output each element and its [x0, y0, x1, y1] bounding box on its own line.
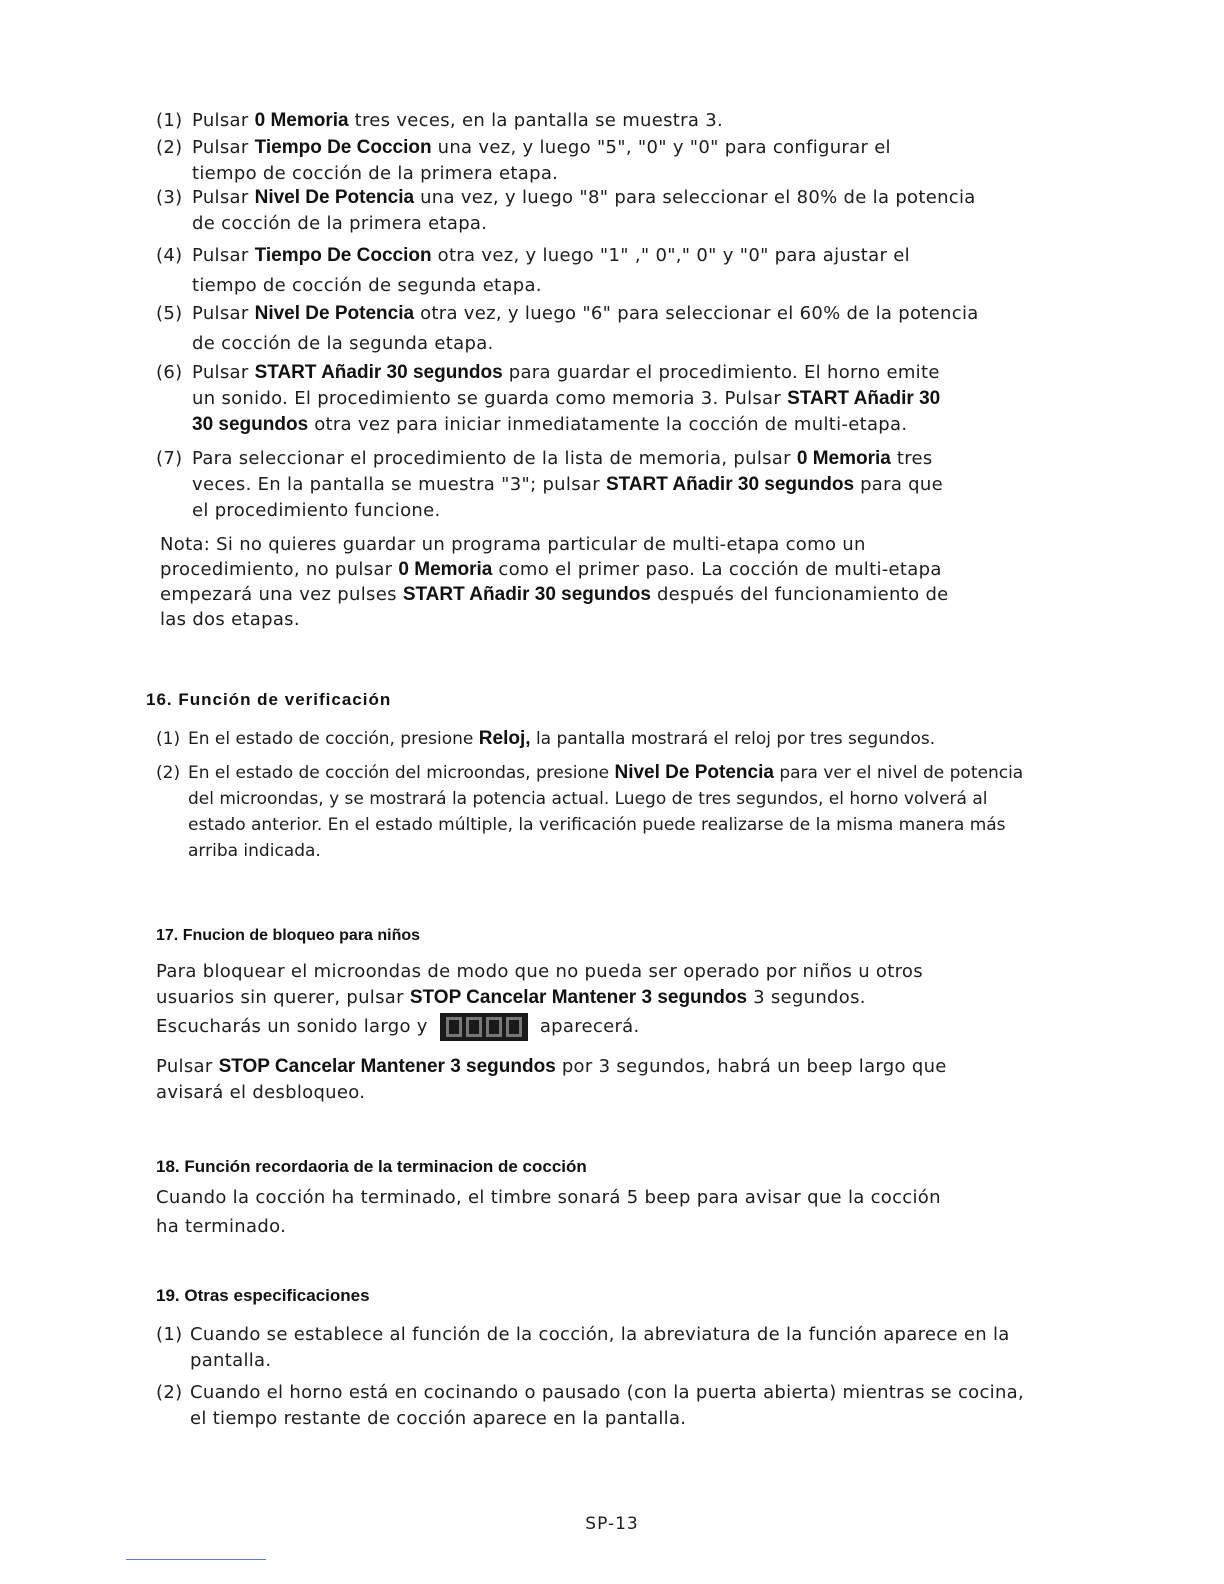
step-6: (6) Pulsar START Añadir 30 segundos para guardar el procedimiento. El horno emite un sonido. El procedimiento se guarda como memoria 3. Pulsar START Añadir 30 30 segundos otra vez para iniciar inmediatamente la cocción de multi-etapa. [156, 362, 941, 435]
reloj-key: Reloj, [478, 728, 531, 749]
start-key: START Añadir 30 segundos [254, 362, 503, 383]
nota: Nota: Si no quieres guardar un programa particular de multi-etapa como un procedimiento, no pulsar 0 Memoria como el primer paso. La cocción de multi-etapa empezará una vez pulses START Añadir 30 segundos después del funcionamiento de las dos etapas. [160, 534, 949, 630]
s18-paragraph: Cuando la cocción ha terminado, el timbre sonará 5 beep para avisar que la cocción ha terminado. [156, 1187, 941, 1237]
step-4: (4) Pulsar Tiempo De Coccion otra vez, y luego "1" ," 0"," 0" y "0" para ajustar el tiempo de cocción de segunda etapa. [156, 245, 910, 296]
s17-paragraph-2: Pulsar STOP Cancelar Mantener 3 segundos por 3 segundos, habrá un beep largo que avisará el desbloqueo. [156, 1056, 947, 1103]
step-7: (7) Para seleccionar el procedimiento de la lista de memoria, pulsar 0 Memoria tres veces. En la pantalla se muestra "3"; pulsar START Añadir 30 segundos para que el procedimiento funcione. [156, 448, 943, 521]
nivel-key: Nivel De Potencia [254, 187, 415, 208]
s16-item-1: (1) En el estado de cocción, presione Reloj, la pantalla mostrará el reloj por tres segundos. [156, 728, 936, 749]
s19-item-2: (2) Cuando el horno está en cocinando o pausado (con la puerta abierta) mientras se cocina, el tiempo restante de cocción aparece en la pantalla. [156, 1382, 1025, 1429]
stop-key: STOP Cancelar Mantener 3 segundos [409, 987, 748, 1008]
footer-rule [126, 1559, 266, 1560]
tiempo-key: Tiempo De Coccion [254, 137, 432, 158]
memoria-key: 0 Memoria [254, 110, 349, 131]
s19-item-1: (1) Cuando se establece al función de la cocción, la abreviatura de la función aparece en la pantalla. [156, 1324, 1010, 1371]
step-1: (1) Pulsar 0 Memoria tres veces, en la pantalla se muestra 3. [156, 108, 1056, 134]
s16-item-2: (2) En el estado de cocción del microondas, presione Nivel De Potencia para ver el nivel de potencia del microondas, y se mostrará la potencia actual. Luego de tres segundos, el horno volverá al estado anterior. En el estado múltiple, la verificación puede realizarse de la misma manera más arriba indicada. [156, 762, 1024, 861]
step-number: (1) [156, 110, 183, 131]
step-3: (3) Pulsar Nivel De Potencia una vez, y luego "8" para seleccionar el 80% de la potencia de cocción de la primera etapa. [156, 187, 976, 234]
section-17-title: 17. Fnucion de bloqueo para niños [156, 927, 421, 944]
section-18-title: 18. Función recordaoria de la terminacion de cocción [156, 1157, 587, 1176]
step-2: (2) Pulsar Tiempo De Coccion una vez, y luego "5", "0" y "0" para configurar el tiempo de cocción de la primera etapa. [156, 137, 891, 184]
s17-paragraph-1: Para bloquear el microondas de modo que no pueda ser operado por niños u otros usuarios sin querer, pulsar STOP Cancelar Mantener 3 segundos 3 segundos. Escucharás un sonido largo y aparecerá. [156, 959, 1056, 1041]
section-16-title: 16. Función de verificación [146, 690, 392, 709]
page-number: SP-13 [585, 1514, 639, 1534]
lock-display-icon [440, 1013, 528, 1041]
step-5: (5) Pulsar Nivel De Potencia otra vez, y luego "6" para seleccionar el 60% de la potencia de cocción de la segunda etapa. [156, 303, 979, 354]
section-19-title: 19. Otras especificaciones [156, 1286, 370, 1305]
